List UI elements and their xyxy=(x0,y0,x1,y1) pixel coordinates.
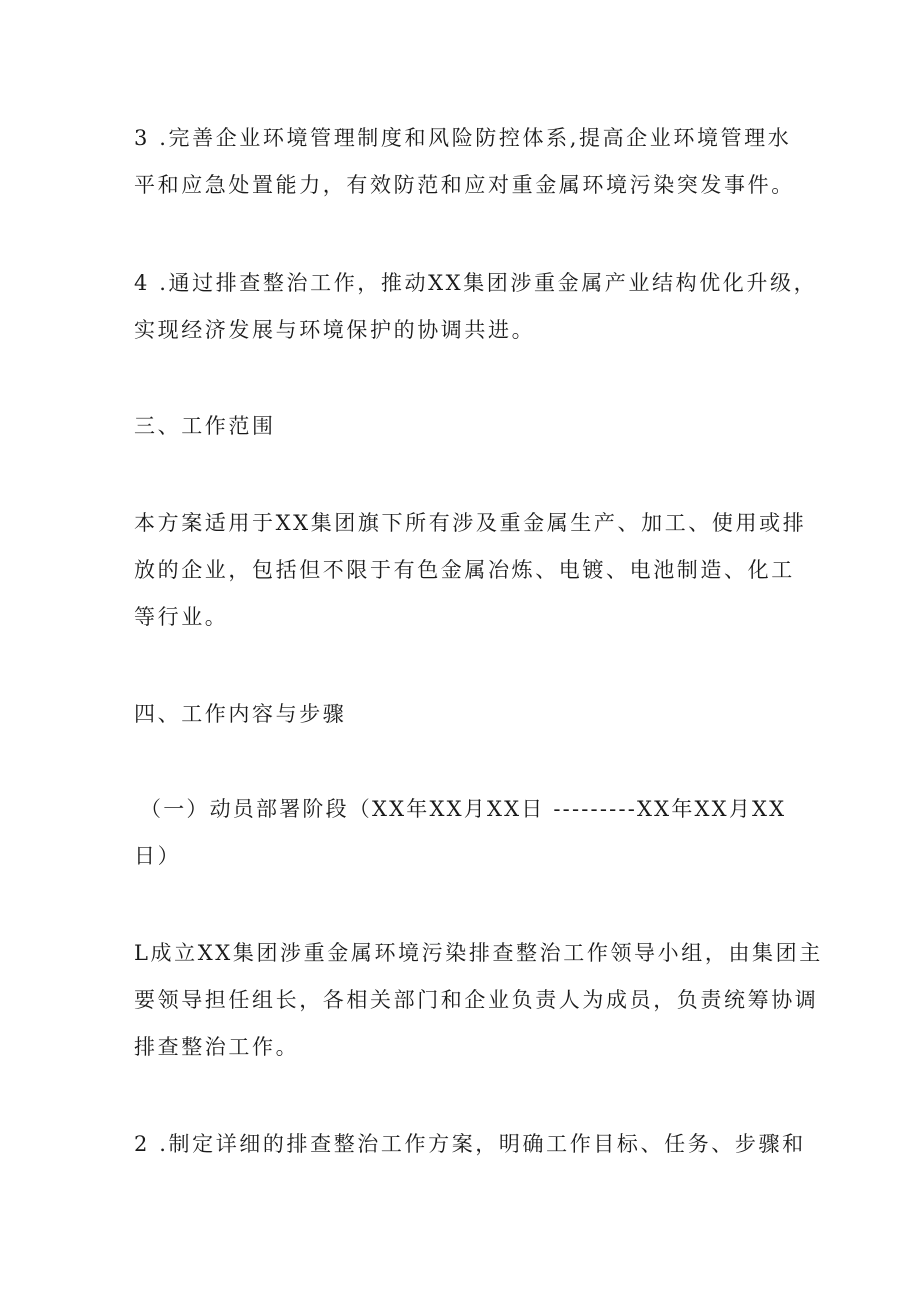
step2-line1: 2 .制定详细的排查整治工作方案，明确工作目标、任务、步骤和 xyxy=(134,1132,806,1156)
stepL-line1: L成立XX集团涉重金属环境污染排查整治工作领导小组，由集团主 xyxy=(134,941,823,965)
section3-line3: 等行业。 xyxy=(134,605,229,629)
item4-line1: 4 .通过排查整治工作，推动XX集团涉重金属产业结构优化升级， xyxy=(134,271,818,295)
item3-line2: 平和应急处置能力，有效防范和应对重金属环境污染突发事件。 xyxy=(134,173,795,197)
section3-line2: 放的企业，包括但不限于有色金属冶炼、电镀、电池制造、化工 xyxy=(134,558,795,582)
stepL-line2: 要领导担任组长，各相关部门和企业负责人为成员，负责统筹协调 xyxy=(134,988,819,1012)
item4-line2: 实现经济发展与环境保护的协调共进。 xyxy=(134,318,536,342)
stepL-line3: 排查整治工作。 xyxy=(134,1035,300,1059)
item3-line1: 3 .完善企业环境管理制度和风险防控体系,提高企业环境管理水 xyxy=(134,126,792,150)
section3-line1: 本方案适用于XX集团旗下所有涉及重金属生产、加工、使用或排 xyxy=(134,511,807,535)
section4-heading: 四、工作内容与步骤 xyxy=(134,702,347,726)
phase1-heading-line1: （一）动员部署阶段（XX年XX月XX日 ---------XX年XX月XX xyxy=(140,797,787,821)
phase1-heading-line2: 日） xyxy=(134,844,182,868)
section3-heading: 三、工作范围 xyxy=(134,414,276,438)
